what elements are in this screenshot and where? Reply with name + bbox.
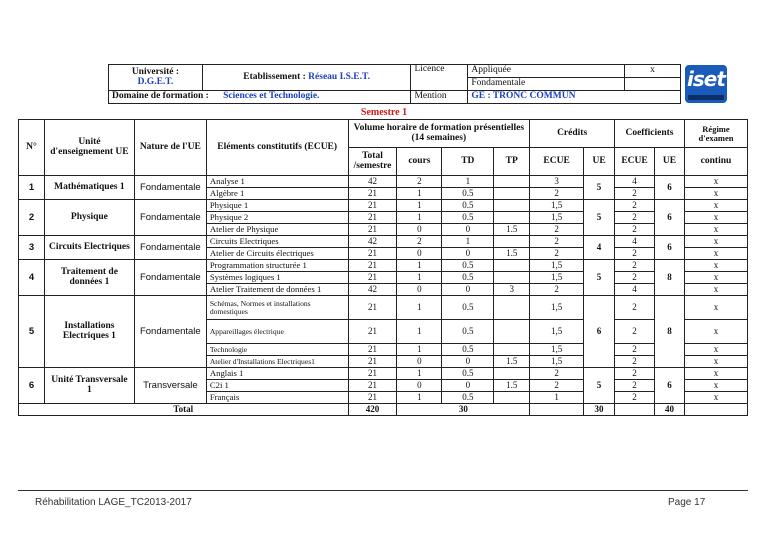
ue-coef: 6	[655, 176, 685, 200]
ecue-credit: 2	[530, 248, 584, 260]
td-hours: 1	[442, 236, 494, 248]
licence-label: Licence	[411, 65, 468, 91]
ecue-credit: 2	[530, 380, 584, 392]
tp-hours	[494, 272, 530, 284]
ue-credits: 5	[584, 176, 615, 200]
cours-hours: 2	[397, 236, 442, 248]
ue-credits: 4	[584, 236, 615, 260]
td-hours: 0	[442, 224, 494, 236]
ue-credits: 6	[584, 296, 615, 368]
regime-mark: x	[684, 392, 747, 404]
ecue-credit: 2	[530, 236, 584, 248]
col-continu: continu	[684, 148, 747, 176]
regime-mark: x	[684, 380, 747, 392]
td-hours: 0.5	[442, 392, 494, 404]
col-credit-ue: UE	[584, 148, 615, 176]
tp-hours	[494, 260, 530, 272]
regime-mark: x	[684, 260, 747, 272]
regime-mark: x	[684, 272, 747, 284]
unit-name: Installations Electriques 1	[44, 296, 134, 368]
ecue-name: Atelier Traitement de données 1	[206, 284, 348, 296]
ecue-coef: 2	[615, 320, 655, 344]
table-row	[19, 296, 748, 320]
ecue-name: Analyse 1	[206, 176, 348, 188]
unit-nature: Fondamentale	[134, 200, 206, 236]
licence-mark: x	[625, 65, 681, 78]
ecue-name: Physique 1	[206, 200, 348, 212]
regime-mark: x	[684, 368, 747, 380]
footer-divider	[18, 490, 748, 491]
header-table	[108, 64, 681, 104]
regime-mark: x	[684, 356, 747, 368]
licence-type: Appliquée	[468, 65, 625, 78]
ecue-name: Anglais 1	[206, 368, 348, 380]
ecue-name: Systèmes logiques 1	[206, 272, 348, 284]
cours-hours: 1	[397, 344, 442, 356]
col-num: N°	[19, 120, 45, 176]
ecue-credit: 1,5	[530, 212, 584, 224]
td-hours: 0.5	[442, 272, 494, 284]
total-hours: 21	[348, 320, 397, 344]
total-hours: 21	[348, 368, 397, 380]
footer-left: Réhabilitation LAGE_TC2013-2017	[35, 497, 192, 508]
regime-mark: x	[684, 284, 747, 296]
ue-credits: 5	[584, 260, 615, 296]
tp-hours	[494, 344, 530, 356]
regime-mark: x	[684, 296, 747, 320]
col-td: TD	[442, 148, 494, 176]
unit-nature: Fondamentale	[134, 296, 206, 368]
ecue-credit: 1,5	[530, 272, 584, 284]
unit-number: 6	[19, 368, 45, 404]
licence-sub-empty	[625, 78, 681, 91]
tp-hours: 3	[494, 284, 530, 296]
regime-mark: x	[684, 320, 747, 344]
ecue-credit: 1,5	[530, 356, 584, 368]
tp-hours: 1.5	[494, 248, 530, 260]
unit-number: 2	[19, 200, 45, 236]
semestre-title: Semestre 1	[360, 107, 408, 118]
ecue-credit: 1,5	[530, 344, 584, 356]
td-hours: 0.5	[442, 368, 494, 380]
col-unite: Unité d'enseignement UE	[44, 120, 134, 176]
ecue-credit: 2	[530, 188, 584, 200]
cours-hours: 1	[397, 212, 442, 224]
logo-bar	[688, 95, 724, 100]
col-nature: Nature de l'UE	[134, 120, 206, 176]
col-credit-ecue: ECUE	[530, 148, 584, 176]
ue-coef: 8	[655, 260, 685, 296]
ecue-coef: 2	[615, 212, 655, 224]
ecue-name: Atelier de Circuits électriques	[206, 248, 348, 260]
mention-label: Mention	[411, 91, 468, 104]
total-hours: 42	[348, 236, 397, 248]
ecue-credit: 1,5	[530, 320, 584, 344]
ecue-coef: 4	[615, 284, 655, 296]
cours-hours: 1	[397, 392, 442, 404]
table-row	[19, 200, 748, 212]
ecue-name: Algèbre 1	[206, 188, 348, 200]
col-elements: Eléments constitutifs (ECUE)	[206, 120, 348, 176]
universite-value: D.G.E.T.	[137, 76, 174, 87]
regime-mark: x	[684, 200, 747, 212]
ecue-coef: 2	[615, 224, 655, 236]
total-hours: 21	[348, 392, 397, 404]
tp-hours	[494, 176, 530, 188]
ecue-credit: 2	[530, 368, 584, 380]
td-hours: 0.5	[442, 188, 494, 200]
ecue-coef: 2	[615, 296, 655, 320]
total-hours: 21	[348, 212, 397, 224]
domaine-cell	[109, 91, 411, 104]
ecue-name: Atelier d'Installations Electriques1	[206, 356, 348, 368]
ecue-name: C2i 1	[206, 380, 348, 392]
ue-coef: 6	[655, 368, 685, 404]
td-hours: 0.5	[442, 320, 494, 344]
table-row	[19, 260, 748, 272]
td-hours: 0.5	[442, 344, 494, 356]
ecue-credit: 3	[530, 176, 584, 188]
total-hours: 21	[348, 380, 397, 392]
total-hours: 42	[348, 176, 397, 188]
total-empty	[530, 404, 584, 416]
ecue-name: Schémas, Normes et installations domestiques	[206, 296, 348, 320]
universite-cell	[109, 65, 203, 91]
logo-text: iset	[687, 67, 725, 91]
total-empty	[615, 404, 655, 416]
regime-mark: x	[684, 212, 747, 224]
total-hours: 21	[348, 344, 397, 356]
cours-hours: 1	[397, 320, 442, 344]
total-hours: 21	[348, 356, 397, 368]
cours-hours: 1	[397, 272, 442, 284]
unit-number: 3	[19, 236, 45, 260]
total-hours: 21	[348, 248, 397, 260]
tp-hours	[494, 212, 530, 224]
domaine-value: Sciences et Technologie.	[223, 91, 320, 102]
etablissement-value: Réseau I.S.E.T.	[308, 71, 371, 82]
ecue-coef: 2	[615, 344, 655, 356]
unit-nature: Fondamentale	[134, 236, 206, 260]
etablissement-cell	[202, 65, 411, 91]
tp-hours	[494, 368, 530, 380]
total-label: Total	[19, 404, 349, 416]
unit-name: Physique	[44, 200, 134, 236]
iset-logo	[685, 65, 727, 103]
cours-hours: 0	[397, 224, 442, 236]
unit-nature: Transversale	[134, 368, 206, 404]
unit-name: Circuits Electriques	[44, 236, 134, 260]
universite-label: Université :	[131, 66, 180, 77]
table-row	[19, 368, 748, 380]
total-coef: 40	[655, 404, 685, 416]
tp-hours	[494, 320, 530, 344]
cours-hours: 1	[397, 260, 442, 272]
td-hours: 0	[442, 248, 494, 260]
ue-coef: 6	[655, 236, 685, 260]
cours-hours: 1	[397, 368, 442, 380]
cours-hours: 1	[397, 200, 442, 212]
table-row	[19, 236, 748, 248]
col-tp: TP	[494, 148, 530, 176]
total-row	[19, 404, 748, 416]
ecue-credit: 2	[530, 224, 584, 236]
unit-number: 1	[19, 176, 45, 200]
total-hours: 21	[348, 224, 397, 236]
td-hours: 1	[442, 176, 494, 188]
domaine-label: Domaine de formation :	[112, 91, 209, 102]
td-hours: 0.5	[442, 296, 494, 320]
ecue-coef: 2	[615, 200, 655, 212]
ecue-name: Français	[206, 392, 348, 404]
ecue-name: Atelier de Physique	[206, 224, 348, 236]
cours-hours: 1	[397, 296, 442, 320]
unit-name: Unité Transversale 1	[44, 368, 134, 404]
total-td-sum: 30	[397, 404, 530, 416]
tp-hours	[494, 188, 530, 200]
regime-mark: x	[684, 188, 747, 200]
etablissement-label: Etablissement :	[243, 71, 306, 82]
total-hours: 21	[348, 296, 397, 320]
td-hours: 0	[442, 356, 494, 368]
total-hours: 21	[348, 188, 397, 200]
total-hours: 21	[348, 272, 397, 284]
col-coefficients: Coefficients	[615, 120, 685, 148]
ue-coef: 6	[655, 200, 685, 236]
cours-hours: 1	[397, 188, 442, 200]
total-hours-sum: 420	[348, 404, 397, 416]
ecue-coef: 2	[615, 392, 655, 404]
ecue-credit: 1,5	[530, 260, 584, 272]
regime-mark: x	[684, 236, 747, 248]
total-hours: 21	[348, 200, 397, 212]
total-hours: 21	[348, 260, 397, 272]
ecue-coef: 2	[615, 260, 655, 272]
ecue-credit: 2	[530, 284, 584, 296]
ecue-credit: 1,5	[530, 200, 584, 212]
tp-hours: 1.5	[494, 356, 530, 368]
ecue-coef: 2	[615, 188, 655, 200]
curriculum-table	[18, 119, 748, 416]
unit-nature: Fondamentale	[134, 260, 206, 296]
ecue-name: Technologie	[206, 344, 348, 356]
col-credits: Crédits	[530, 120, 615, 148]
tp-hours	[494, 392, 530, 404]
ue-credits: 5	[584, 368, 615, 404]
ecue-name: Appareillages électrique	[206, 320, 348, 344]
ue-coef: 8	[655, 296, 685, 368]
cours-hours: 2	[397, 176, 442, 188]
td-hours: 0.5	[442, 260, 494, 272]
cours-hours: 0	[397, 284, 442, 296]
total-empty	[684, 404, 747, 416]
ecue-coef: 4	[615, 176, 655, 188]
regime-mark: x	[684, 176, 747, 188]
cours-hours: 0	[397, 248, 442, 260]
td-hours: 0.5	[442, 212, 494, 224]
tp-hours	[494, 200, 530, 212]
td-hours: 0	[442, 380, 494, 392]
footer-page-number: Page 17	[668, 497, 706, 508]
ecue-name: Physique 2	[206, 212, 348, 224]
ecue-coef: 4	[615, 236, 655, 248]
ecue-name: Programmation structurée 1	[206, 260, 348, 272]
tp-hours	[494, 236, 530, 248]
ecue-credit: 1	[530, 392, 584, 404]
unit-name: Mathématiques 1	[44, 176, 134, 200]
ecue-coef: 2	[615, 368, 655, 380]
ue-credits: 5	[584, 200, 615, 236]
ecue-coef: 2	[615, 272, 655, 284]
col-coef-ecue: ECUE	[615, 148, 655, 176]
mention-value: GE : TRONC COMMUN	[468, 91, 681, 104]
col-cours: cours	[397, 148, 442, 176]
ecue-coef: 2	[615, 380, 655, 392]
unit-number: 5	[19, 296, 45, 368]
col-total: Total /semestre	[348, 148, 397, 176]
unit-number: 4	[19, 260, 45, 296]
col-volume: Volume horaire de formation présentielles (14 semaines)	[348, 120, 530, 148]
total-credits: 30	[584, 404, 615, 416]
cours-hours: 0	[397, 380, 442, 392]
ecue-coef: 2	[615, 356, 655, 368]
col-regime: Régime d'examen	[684, 120, 747, 148]
td-hours: 0	[442, 284, 494, 296]
ecue-credit: 1,5	[530, 296, 584, 320]
col-coef-ue: UE	[655, 148, 685, 176]
ecue-coef: 2	[615, 248, 655, 260]
ecue-name: Circuits Electriques	[206, 236, 348, 248]
td-hours: 0.5	[442, 200, 494, 212]
cours-hours: 0	[397, 356, 442, 368]
tp-hours: 1.5	[494, 224, 530, 236]
unit-nature: Fondamentale	[134, 176, 206, 200]
tp-hours: 1.5	[494, 380, 530, 392]
regime-mark: x	[684, 344, 747, 356]
regime-mark: x	[684, 248, 747, 260]
unit-name: Traitement de données 1	[44, 260, 134, 296]
licence-sub: Fondamentale	[468, 78, 625, 91]
table-row	[19, 176, 748, 188]
tp-hours	[494, 296, 530, 320]
regime-mark: x	[684, 224, 747, 236]
total-hours: 42	[348, 284, 397, 296]
